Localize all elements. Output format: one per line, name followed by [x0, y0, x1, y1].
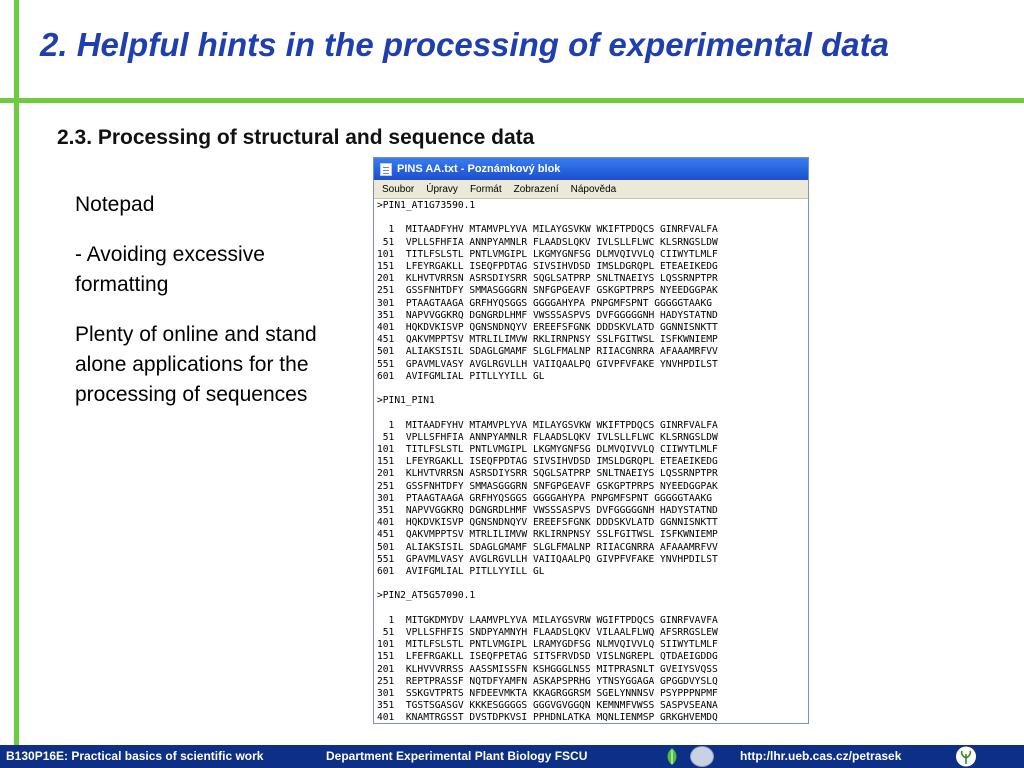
notepad-text-area[interactable]: [374, 199, 808, 724]
sequence-line: 451 QAKVMPPTSV MTRLILIMVW RKLIRNPNSY SSLFGITWSL ISFKWNIEMP: [377, 334, 718, 346]
sequence-line: 601 AVIFGMLIAL PITLLYYILL GL: [377, 370, 545, 382]
sequence-line: 251 GSSFNHTDFY SMMASGGGRN SNFGPGEAVF GSKGPTPRPS NYEEDGGPAK: [377, 285, 718, 297]
plant-logo-icon: [954, 746, 978, 767]
sequence-line: 51 VPLLSFHFIA ANNPYAMNLR FLAADSLQKV IVLSLLFLWC KLSRNGSLDW: [377, 431, 718, 443]
sequence-line: 301 PTAAGTAAGA GRFHYQSGGS GGGGAHYPA PNPGMFSPNT GGGGGTAAKG: [377, 492, 713, 504]
sequence-line: 151 LFEYRGAKLL ISEQFPDTAG SIVSIHVDSD IMSLDGRQPL ETEAEIKEDG: [377, 456, 718, 468]
notepad-menubar: [374, 180, 808, 199]
menu-zobrazeni[interactable]: Zobrazení: [513, 183, 559, 195]
sequence-header: >PIN1_AT1G73590.1: [377, 200, 476, 211]
slide-title: 2. Helpful hints in the processing of experimental data: [40, 26, 889, 63]
notepad-title: PINS AA.txt - Poznámkový blok: [397, 163, 561, 175]
leaf-logo-icon: [664, 747, 680, 766]
sequence-line: 151 LFEYRGAKLL ISEQFPDTAG SIVSIHVDSD IMSLDGRQPL ETEAEIKEDG: [377, 261, 718, 272]
sequence-line: 551 GPAVMLVASY AVGLRGVLLH VAIIQAALPQ GIVPFVFAKE YNVHPDILST: [377, 358, 718, 370]
sequence-line: 401 HQKDVKISVP QGNSNDNQYV EREEFSFGNK DDDSKVLATD GGNNISNKTT: [377, 322, 718, 334]
body-item-notepad: Notepad: [75, 193, 155, 216]
institute-seal-icon: [690, 746, 714, 767]
sequence-line: 551 GPAVMLVASY AVGLRGVLLH VAIIQAALPQ GIVPFVFAKE YNVHPDILST: [377, 553, 718, 565]
sequence-line: 201 KLHVTVRRSN ASRSDIYSRR SQGLSATPRP SNLTNAEIYS LQSSRNPTPR: [377, 468, 718, 480]
sequence-line: 101 TITLFSLSTL PNTLVMGIPL LKGMYGNFSG DLMVQIVVLQ CIIWYTLMLF: [377, 248, 718, 260]
menu-upravy[interactable]: Úpravy: [426, 183, 458, 195]
notepad-icon: [380, 163, 392, 176]
sequence-line: 101 TITLFSLSTL PNTLVMGIPL LKGMYGNFSG DLMVQIVVLQ CIIWYTLMLF: [377, 444, 718, 456]
sequence-line: 351 TGSTSGASGV KKKESGGGGS GGGVGVGGQN KEMNMFVWSS SASPVSEANA: [377, 700, 718, 712]
sequence-line: 451 QAKVMPPTSV MTRLILIMVW RKLIRNPNSY SSLFGITWSL ISFKWNIEMP: [377, 529, 718, 541]
sequence-line: 351 NAPVVGGKRQ DGNGRDLHMF VWSSSASPVS DVFGGGGGNH HADYSTATND: [377, 505, 718, 517]
footer-course: B130P16E: Practical basics of scientific work: [6, 749, 264, 763]
sequence-line: 201 KLHVVVRRSS AASSMISSFN KSHGGGLNSS MITPRASNLT GVEIYSVQSS: [377, 663, 718, 675]
footer-url[interactable]: http:/lhr.ueb.cas.cz/petrasek: [740, 749, 902, 763]
slide-subtitle: 2.3. Processing of structural and sequence data: [57, 126, 535, 149]
sequence-line: 1 MITAADFYHV MTAMVPLYVA MILAYGSVKW WKIFTPDQCS GINRFVALFA: [377, 419, 718, 431]
menu-napoveda[interactable]: Nápověda: [570, 183, 617, 195]
sequence-line: 401 KNAMTRGSST DVSTDPKVSI PPHDNLATKA MQNLIENMSP GRKGHVEMDQ: [377, 712, 718, 724]
sequence-line: 251 REPTPRASSF NQTDFYAMFN ASKAPSPRHG YTNSYGGAGA GPGGDVYSLQ: [377, 675, 718, 687]
sequence-line: 501 ALIAKSISIL SDAGLGMAMF SLGLFMALNP RIIACGNRRA AFAAAMRFVV: [377, 346, 718, 358]
body-item-applications: Plenty of online and stand alone applications for the processing of sequences: [75, 323, 317, 406]
sequence-line: 351 NAPVVGGKRQ DGNGRDLHMF VWSSSASPVS DVFGGGGGNH HADYSTATND: [377, 309, 718, 321]
sequence-header: >PIN2_AT5G57090.1: [377, 590, 476, 602]
sequence-line: 501 ALIAKSISIL SDAGLGMAMF SLGLFMALNP RIIACGNRRA AFAAAMRFVV: [377, 541, 718, 553]
sequence-line: 601 AVIFGMLIAL PITLLYYILL GL: [377, 566, 545, 578]
sequence-line: 301 SSKGVTPRTS NFDEEVMKTA KKAGRGGRSM SGELYNNNSV PSYPPPNPMF: [377, 688, 718, 700]
sequence-line: 201 KLHVTVRRSN ASRSDIYSRR SQGLSATPRP SNLTNAEIYS LQSSRNPTPR: [377, 273, 718, 285]
slide-footer: [0, 745, 1024, 768]
sequence-line: 301 PTAAGTAAGA GRFHYQSGGS GGGGAHYPA PNPGMFSPNT GGGGGTAAKG: [377, 297, 713, 309]
sequence-line: 251 GSSFNHTDFY SMMASGGGRN SNFGPGEAVF GSKGPTPRPS NYEEDGGPAK: [377, 480, 718, 492]
menu-soubor[interactable]: Soubor: [382, 183, 415, 195]
left-border-line: [14, 0, 19, 745]
slide-body: [75, 190, 335, 430]
sequence-header: >PIN1_PIN1: [377, 395, 435, 407]
notepad-titlebar[interactable]: [374, 158, 808, 180]
sequence-line: 51 VPLLSFHFIS SNDPYAMNYH FLAADSLQKV VILAALFLWQ AFSRRGSLEW: [377, 627, 718, 639]
sequence-line: 1 MITGKDMYDV LAAMVPLYVA MILAYGSVRW WGIFTPDQCS GINRFVAVFA: [377, 614, 718, 626]
sequence-line: 101 MITLFSLSTL PNTLVMGIPL LRAMYGDFSG NLMVQIVVLQ SIIWYTLMLF: [377, 639, 718, 651]
sequence-line: 1 MITAADFYHV MTAMVPLYVA MILAYGSVKW WKIFTPDQCS GINRFVALFA: [377, 224, 718, 236]
sequence-line: 401 HQKDVKISVP QGNSNDNQYV EREEFSFGNK DDDSKVLATD GGNNISNKTT: [377, 517, 718, 529]
sequence-line: 51 VPLLSFHFIA ANNPYAMNLR FLAADSLQKV IVLSLLFLWC KLSRNGSLDW: [377, 236, 718, 248]
title-divider-line: [0, 98, 1024, 103]
body-item-formatting: - Avoiding excessive formatting: [75, 243, 265, 296]
menu-format[interactable]: Formát: [469, 183, 502, 195]
footer-department: Department Experimental Plant Biology FSCU: [326, 749, 588, 763]
notepad-window: [373, 157, 809, 724]
sequence-line: 151 LFEFRGAKLL ISEQFPETAG SITSFRVDSD VISLNGREPL QTDAEIGDDG: [377, 651, 718, 663]
